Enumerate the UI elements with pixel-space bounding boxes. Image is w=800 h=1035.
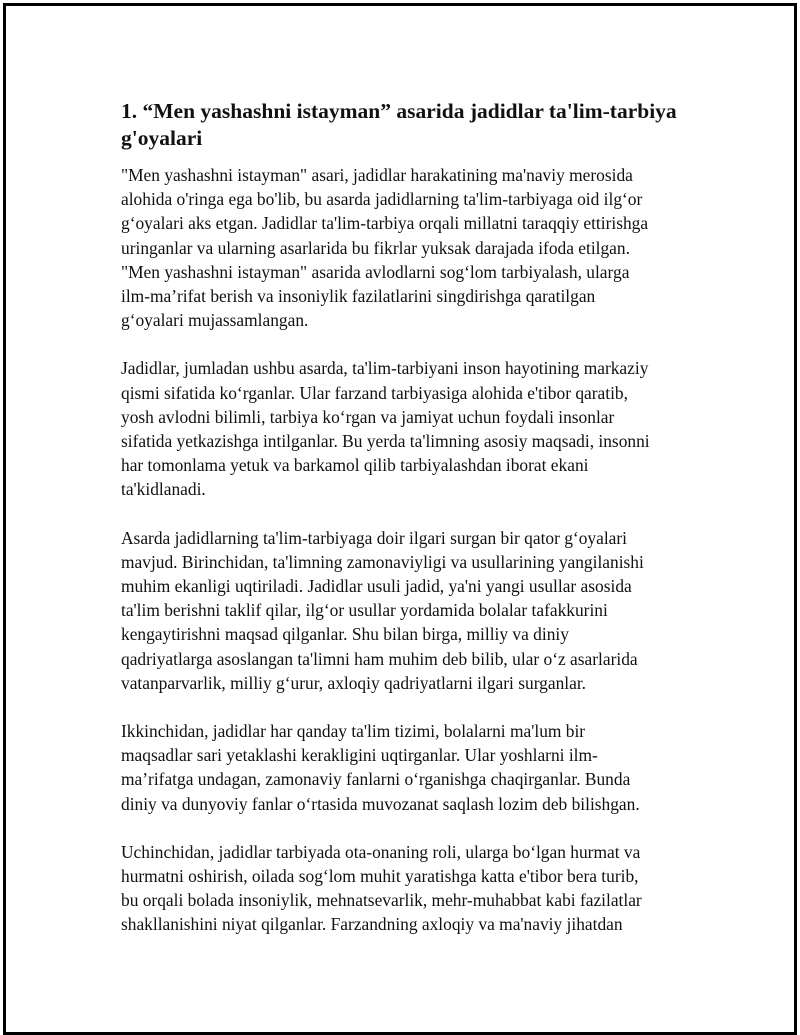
text-line: yosh avlodni bilimli, tarbiya ko‘rgan va jamiyat uchun foydali insonlar: [121, 406, 615, 427]
text-line: ma’rifatga undagan, zamonaviy fanlarni o‘rganishga chaqirganlar. Bunda: [121, 769, 631, 790]
text-line: ilm-ma’rifat berish va insoniylik fazilatlarini singdirishga qaratilgan: [121, 286, 596, 307]
text-line: mavjud. Birinchidan, ta'limning zamonaviyligi va usullarining yangilanishi: [121, 551, 644, 572]
text-line: muhim ekanligi uqtiriladi. Jadidlar usuli jadid, ya'ni yangi usullar asosida: [121, 576, 632, 597]
text-line: g‘oyalari mujassamlangan.: [121, 310, 309, 331]
text-line: qadriyatlarga asoslangan ta'limni ham muhim deb bilib, ular o‘z asarlarida: [121, 648, 638, 669]
text-line: g‘oyalari aks etgan. Jadidlar ta'lim-tarbiya orqali millatni taraqqiy ettirishga: [121, 213, 649, 234]
document-body: [121, 98, 691, 961]
text-line: "Men yashashni istayman" asarida avlodlarni sog‘lom tarbiyalash, ularga: [121, 261, 630, 282]
text-line: ta'kidlanadi.: [121, 479, 206, 500]
text-line: Asarda jadidlarning ta'lim-tarbiyaga doir ilgari surgan bir qator g‘oyalari: [121, 527, 628, 548]
text-line: shakllanishini niyat qilganlar. Farzandning axloqiy va ma'naviy jihatdan: [121, 914, 623, 935]
text-line: diniy va dunyoviy fanlar o‘rtasida muvozanat saqlash lozim deb bilishgan.: [121, 793, 640, 814]
text-line: alohida o'ringa ega bo'lib, bu asarda jadidlarning ta'lim-tarbiyaga oid ilg‘or: [121, 189, 643, 210]
paragraph: [121, 526, 691, 695]
text-line: bu orqali bolada insoniylik, mehnatsevarlik, mehr-muhabbat kabi fazilatlar: [121, 890, 642, 911]
text-line: ta'lim berishni taklif qilar, ilg‘or usullar yordamida bolalar tafakkurini: [121, 600, 608, 621]
text-line: maqsadlar sari yetaklashi kerakligini uqtirganlar. Ular yoshlarni ilm-: [121, 745, 598, 766]
text-line: kengaytirishni maqsad qilganlar. Shu bilan birga, milliy va diniy: [121, 624, 569, 645]
paragraph: [121, 840, 691, 937]
text-line: hurmatni oshirish, oilada sog‘lom muhit yaratishga katta e'tibor bera turib,: [121, 866, 639, 887]
paragraph: [121, 356, 691, 501]
page-frame: [3, 3, 797, 1035]
text-line: Uchinchidan, jadidlar tarbiyada ota-onaning roli, ularga bo‘lgan hurmat va: [121, 841, 641, 862]
text-line: Jadidlar, jumladan ushbu asarda, ta'lim-tarbiyani inson hayotining markaziy: [121, 358, 649, 379]
paragraph: [121, 719, 691, 816]
text-line: sifatida yetkazishga intilganlar. Bu yerda ta'limning asosiy maqsadi, insonni: [121, 431, 650, 452]
text-line: uringanlar va ularning asarlarida bu fikrlar yuksak darajada ifoda etilgan.: [121, 237, 630, 258]
heading-line: 1. “Men yashashni istayman” asarida jadidlar ta'lim-tarbiya: [121, 99, 677, 123]
paragraph: [121, 163, 691, 332]
heading-line: g'oyalari: [121, 126, 203, 150]
text-line: "Men yashashni istayman" asari, jadidlar harakatining ma'naviy merosida: [121, 165, 633, 185]
text-line: har tomonlama yetuk va barkamol qilib tarbiyalashdan iborat ekani: [121, 455, 589, 476]
text-line: qismi sifatida ko‘rganlar. Ular farzand tarbiyasiga alohida e'tibor qaratib,: [121, 382, 628, 403]
text-line: vatanparvarlik, milliy g‘urur, axloqiy qadriyatlarni ilgari surganlar.: [121, 672, 587, 693]
section-heading: [121, 98, 691, 152]
text-line: Ikkinchidan, jadidlar har qanday ta'lim tizimi, bolalarni ma'lum bir: [121, 721, 586, 742]
